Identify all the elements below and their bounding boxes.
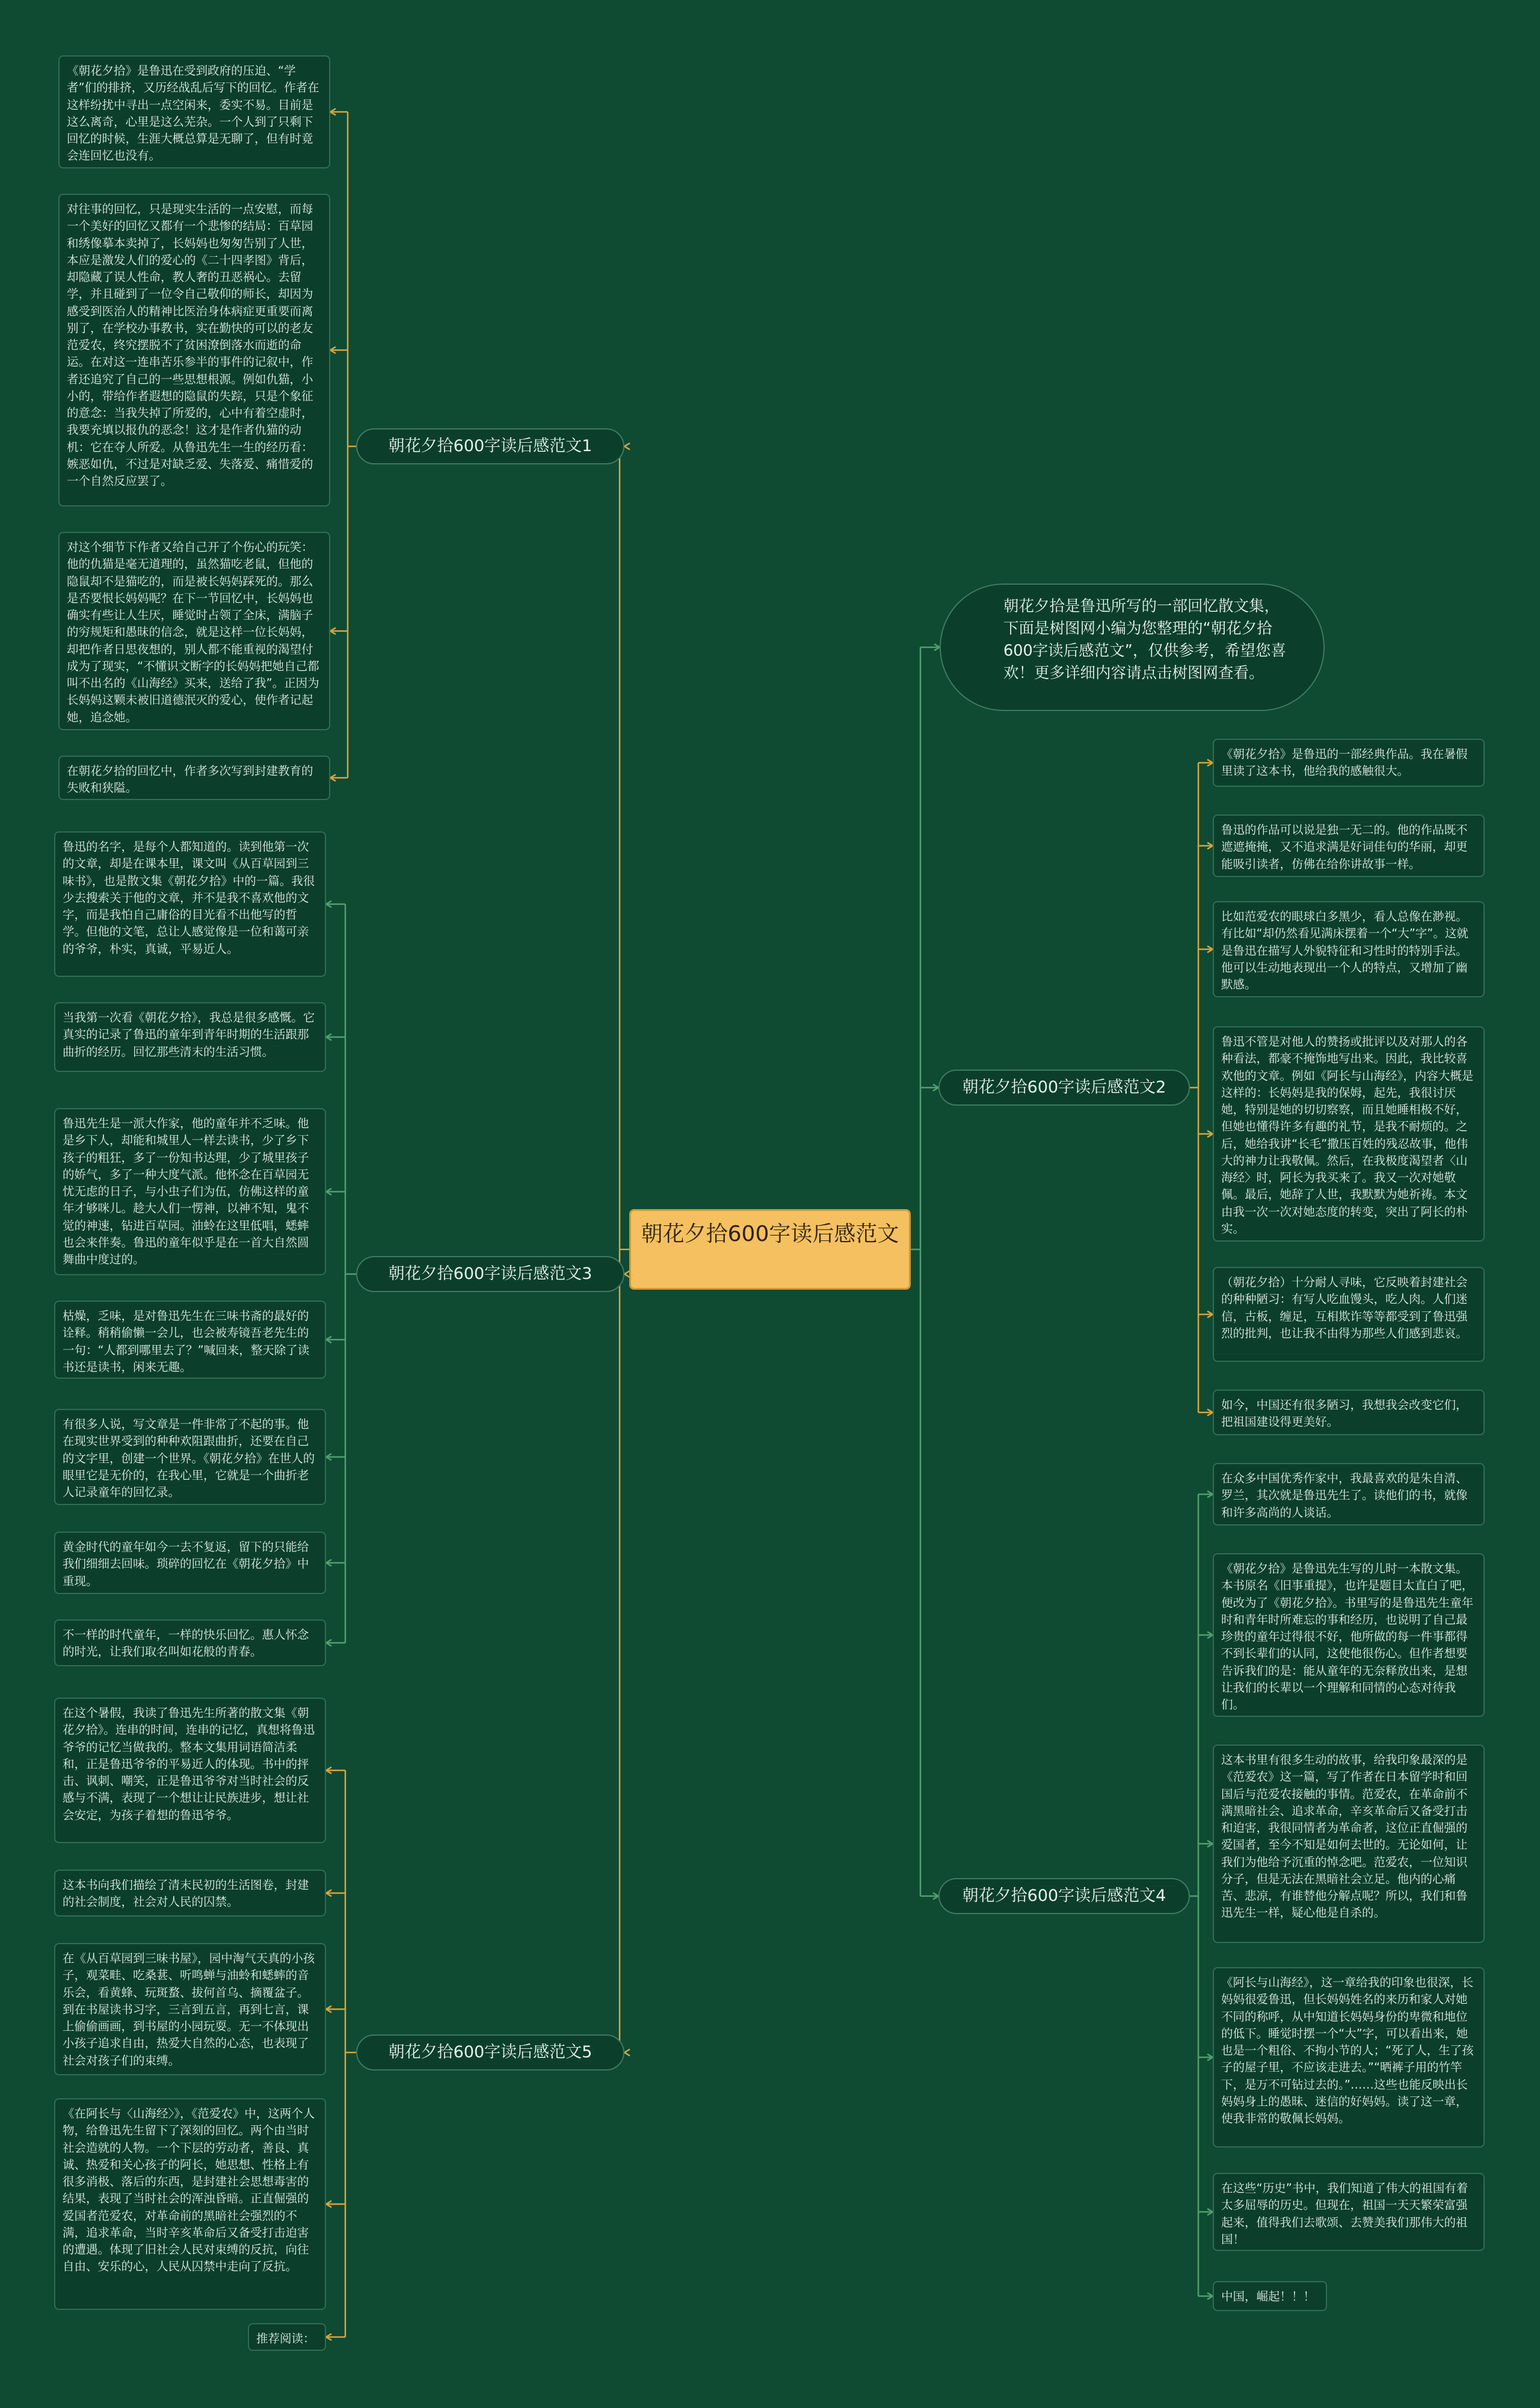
- leaf-note[interactable]: 不一样的时代童年，一样的快乐回忆。惠人怀念的时光，让我们取名叫如花般的青春。: [54, 1619, 326, 1666]
- branch-fanwen-2[interactable]: 朝花夕拾600字读后感范文2: [938, 1070, 1190, 1106]
- arrowhead: [933, 1893, 938, 1900]
- arrowhead: [330, 775, 336, 781]
- leaf-note[interactable]: 《在阿长与〈山海经〉》，《范爱农》中，这两个人物，给鲁迅先生留下了深刻的回忆。两个由当时社会造就的人物。一个下层的劳动者，善良、真诚、热爱和关心孩子的阿长，她思想、性格上有很多消极、落后的东西，是封建社会思想毒害的结果，表现了当时社会的浑浊昏暗。正直倔强的爱国者范爱农，对革命前的黑暗社会强烈的不满，追求革命，当时辛亥革命后又备受打击迫害的遭遇。体现了旧社会人民对束缚的反抗，向往自由、安乐的心，人民从囚禁中走向了反抗。: [54, 2098, 326, 2310]
- arrowhead: [1207, 1311, 1213, 1318]
- center-topic[interactable]: 朝花夕拾600字读后感范文: [629, 1209, 911, 1290]
- leaf-note[interactable]: 在《从百草园到三味书屋》，园中淘气天真的小孩子，观菜畦、吃桑葚、听鸣蝉与油蛉和蟋蟀的音乐会，看黄蜂、玩斑蝥、拔何首乌、摘覆盆子。到在书屋读书习字，三言到五言，再到七言，课上偷偷画画，到书屋的小园玩耍。无一不体现出小孩子追求自由，热爱大自然的心态，也表现了社会对孩子们的束缚。: [54, 1943, 326, 2075]
- leaf-note[interactable]: 《朝花夕拾》是鲁迅在受到政府的压迫、“学者”们的排挤，又历经战乱后写下的回忆。作者在这样纷扰中寻出一点空闲来，委实不易。目前是这么离奇，心里是这么芜杂。一个人到了只剩下回忆的时候，生涯大概总算是无聊了，但有时竟会连回忆也没有。: [58, 55, 330, 168]
- arrowhead: [330, 109, 336, 115]
- leaf-note[interactable]: 在这些“历史”书中，我们知道了伟大的祖国有着太多屈辱的历史。但现在，祖国一天天繁荣富强起来，值得我们去歌颂、去赞美我们那伟大的祖国！: [1213, 2173, 1485, 2251]
- arrowhead: [326, 1767, 331, 1774]
- leaf-note[interactable]: 《朝花夕拾》是鲁迅先生写的儿时一本散文集。本书原名《旧事重提》，也许是题目太直白了吧，便改为了《朝花夕拾》。书里写的是鲁迅先生童年时和青年时所难忘的事和经历，也说明了自己最珍贵的童年过得很不好，他所做的每一件事都得不到长辈们的认同，这使他很伤心。但作者想要告诉我们的是：能从童年的无奈释放出来，是想让我们的长辈以一个理解和同情的心态对待我们。: [1213, 1553, 1485, 1717]
- leaf-note[interactable]: 鲁迅不管是对他人的赞扬或批评以及对那人的各种看法，都豪不掩饰地写出来。因此，我比较喜欢他的文章。例如《阿长与山海经》，内容大概是这样的：长妈妈是我的保姆，起先，我很讨厌她，特别是她的切切察察，而且她睡相极不好，但她也懂得许多有趣的礼节，是我不耐烦的。之后，她给我讲“长毛”撒压百姓的残忍故事，他伟大的神力让我敬佩。然后，在我极度渴望者〈山海经〉时，阿长为我买来了。我又一次对她敬佩。最后，她辞了人世，我默默为她祈祷。本文由我一次一次对她态度的转变，突出了阿长的朴实。: [1213, 1026, 1485, 1242]
- leaf-note[interactable]: 在众多中国优秀作家中，我最喜欢的是朱自清、罗兰，其次就是鲁迅先生了。读他们的书，就像和许多高尚的人谈话。: [1213, 1463, 1485, 1526]
- arrowhead: [624, 2049, 630, 2056]
- arrowhead: [1207, 2209, 1213, 2216]
- arrowhead: [330, 628, 336, 635]
- arrowhead: [1207, 946, 1213, 953]
- arrowhead: [1207, 1632, 1213, 1639]
- arrowhead: [326, 2006, 331, 2013]
- arrowhead: [1207, 1131, 1213, 1138]
- branch-fanwen-4[interactable]: 朝花夕拾600字读后感范文4: [938, 1878, 1190, 1914]
- arrowhead: [326, 1560, 331, 1566]
- arrowhead: [1207, 760, 1213, 766]
- arrowhead: [933, 1085, 938, 1091]
- arrowhead: [1207, 2054, 1213, 2061]
- leaf-note[interactable]: 对这个细节下作者又给自己开了个伤心的玩笑：他的仇猫是毫无道理的，虽然猫吃老鼠，但他的隐鼠却不是猫吃的，而是被长妈妈踩死的。那么是否要恨长妈妈呢？在下一节回忆中，长妈妈也确实有些让人生厌，睡觉时占领了全床，满脑子的穷规矩和愚昧的信念，就是这样一位长妈妈，却把作者日思夜想的，别人都不能重视的渴望付成为了现实，“不懂识文断字的长妈妈把她自己都叫不出名的《山海经》买来，送给了我”。正因为长妈妈这颗未被旧道德泯灭的爱心，使作者记起她，追念她。: [58, 532, 330, 730]
- arrowhead: [326, 1454, 331, 1461]
- arrowhead: [326, 1640, 331, 1646]
- arrowhead: [326, 2201, 331, 2208]
- branch-fanwen-5[interactable]: 朝花夕拾600字读后感范文5: [356, 2034, 624, 2071]
- arrowhead: [1207, 1491, 1213, 1498]
- leaf-note[interactable]: （朝花夕拾）十分耐人寻味，它反映着封建社会的种种陋习：有写人吃血馒头，吃人肉。人们迷信，古板，缠足，互相欺诈等等都受到了鲁迅强烈的批判，也让我不由得为那些人们感到悲哀。: [1213, 1267, 1485, 1362]
- branch-fanwen-1[interactable]: 朝花夕拾600字读后感范文1: [356, 428, 624, 464]
- leaf-note[interactable]: 有很多人说，写文章是一件非常了不起的事。他在现实世界受到的种种欢阻跟曲折，还要在自己的文字里，创建一个世界。《朝花夕拾》在世人的眼里它是无价的，在我心里，它就是一个曲折老人记录童年的回忆录。: [54, 1409, 326, 1505]
- leaf-note[interactable]: 《朝花夕拾》是鲁迅的一部经典作品。我在暑假里读了这本书，他给我的感触很大。: [1213, 739, 1485, 787]
- leaf-note[interactable]: 中国，崛起！！！: [1213, 2281, 1327, 2311]
- leaf-note[interactable]: 比如范爱农的眼球白多黑少，看人总像在渺视。有比如“却仍然看见满床摆着一个“大”字”。这就是鲁迅在描写人外貌特征和习性时的特别手法。他可以生动地表现出一个人的特点，又增加了幽默感。: [1213, 901, 1485, 997]
- leaf-note[interactable]: 在朝花夕拾的回忆中，作者多次写到封建教育的失败和狭隘。: [58, 756, 330, 800]
- leaf-note[interactable]: 《阿长与山海经》，这一章给我的印象也很深，长妈妈很爱鲁迅，但长妈妈姓名的来历和家人对她不同的称呼，从中知道长妈妈身份的卑微和地位的低下。睡觉时摆一个“大”字，可以看出来，她也是一个粗俗、不拘小节的人；“死了人，生了孩子的屋子里，不应该走进去。”“晒裤子用的竹竿下，是万不可钻过去的。”……这些也能反映出长妈妈身上的愚昧、迷信的好妈妈。读了这一章，使我非常的敬佩长妈妈。: [1213, 1967, 1485, 2148]
- leaf-note[interactable]: 这本书向我们描绘了清末民初的生活图卷，封建的社会制度，社会对人民的囚禁。: [54, 1870, 326, 1917]
- branch-fanwen-3[interactable]: 朝花夕拾600字读后感范文3: [356, 1256, 624, 1292]
- arrowhead: [934, 644, 940, 651]
- leaf-note[interactable]: 鲁迅先生是一派大作家，他的童年并不乏味。他是乡下人，却能和城里人一样去读书，少了乡下孩子的粗狂，多了一份知书达理，少了城里孩子的娇气，多了一种大度气派。他怀念在百草园无忧无虑的日子，与小虫子们为伍，仿佛这样的童年才够咪儿。趁大人们一愣神，以神不知，鬼不觉的神速，钻进百草园。油蛉在这里低唱，蟋蟀也会来伴奏。鲁迅的童年似乎是在一首大自然圆舞曲中度过的。: [54, 1108, 326, 1275]
- leaf-recommended-reading[interactable]: 推荐阅读：: [248, 2323, 326, 2351]
- leaf-note[interactable]: 当我第一次看《朝花夕拾》，我总是很多感慨。它真实的记录了鲁迅的童年到青年时期的生活跟那曲折的经历。回忆那些清末的生活习惯。: [54, 1002, 326, 1072]
- leaf-note[interactable]: 枯燥，乏味，是对鲁迅先生在三味书斋的最好的诠释。稍稍偷懒一会儿，也会被寿镜吾老先生的一句：“人都到哪里去了？”喊回来，整天除了读书还是读书，闲来无趣。: [54, 1301, 326, 1379]
- leaf-note[interactable]: 鲁迅的作品可以说是独一无二的。他的作品既不遮遮掩掩，又不追求满是好词佳句的华丽，却更能吸引读者，仿佛在给你讲故事一样。: [1213, 814, 1485, 877]
- leaf-note[interactable]: 黄金时代的童年如今一去不复返，留下的只能给我们细细去回味。琐碎的回忆在《朝花夕拾》中重现。: [54, 1532, 326, 1594]
- leaf-note[interactable]: 在这个暑假，我读了鲁迅先生所著的散文集《朝花夕拾》。连串的时间，连串的记忆，真想将鲁迅爷爷的记忆当做我的。整本文集用词语简洁柔和，正是鲁迅爷爷的平易近人的体现。书中的抨击、讽刺、嘲笑，正是鲁迅爷爷对当时社会的反感与不满，表现了一个想让让民族进步，想让社会安定，为孩子着想的鲁迅爷爷。: [54, 1698, 326, 1843]
- leaf-note[interactable]: 这本书里有很多生动的故事，给我印象最深的是《范爱农》这一篇，写了作者在日本留学时和回国后与范爱农接触的事情。范爱农，在革命前不满黑暗社会、追求革命，辛亥革命后又备受打击和迫害，我很同情者为革命者，这位正直倔强的爱国者，至今不知是如何去世的。无论如何，让我们为他给予沉重的悼念吧。范爱农，一位知识分子，但是无法在黑暗社会立足。他内的心痛苦、悲凉，有谁替他分解点呢？所以，我们和鲁迅先生一样，疑心他是自杀的。: [1213, 1744, 1485, 1943]
- arrowhead: [326, 2334, 331, 2341]
- intro-node[interactable]: 朝花夕拾是鲁迅所写的一部回忆散文集，下面是树图网小编为您整理的“朝花夕拾600字读后感范文”，仅供参考，希望您喜欢！更多详细内容请点击树图网查看。: [940, 584, 1325, 711]
- arrowhead: [326, 1890, 331, 1897]
- arrowhead: [326, 901, 331, 908]
- leaf-note[interactable]: 对往事的回忆，只是现实生活的一点安慰，而每一个美好的回忆又都有一个悲惨的结局：百草园和绣像摹本卖掉了，长妈妈也匆匆告别了人世，本应是激发人们的爱心的《二十四孝图》背后，却隐藏了误人性命，教人奢的丑恶祸心。去留学，并且碰到了一位令自己敬仰的师长，却因为感受到医治人的精神比医治身体病症更重要而离别了，在学校办事教书，实在勤快的可以的老友范爱农，终究摆脱不了贫困潦倒落水而逝的命运。在对这一连串苦乐参半的事件的记叙中，作者还追究了自己的一些思想根源。例如仇猫，小小的，带给作者遐想的隐鼠的失踪，只是个象征的意念：当我失掉了所爱的，心中有着空虚时，我要充填以报仇的恶念！这才是作者仇猫的动机：它在夺人所爱。从鲁迅先生一生的经历看：嫉恶如仇，不过是对缺乏爱、失落爱、痛惜爱的一个自然反应罢了。: [58, 194, 330, 507]
- arrowhead: [1207, 1841, 1213, 1847]
- arrowhead: [1207, 2293, 1213, 2300]
- arrowhead: [330, 347, 336, 354]
- arrowhead: [326, 1337, 331, 1343]
- leaf-note[interactable]: 鲁迅的名字，是每个人都知道的。读到他第一次的文章，却是在课本里，课文叫《从百草园到三味书》，也是散文集《朝花夕拾》中的一篇。我很少去搜索关于他的文章，并不是我不喜欢他的文字，而是我怕自己庸俗的目光看不出他写的哲学。但他的文笔，总让人感觉像是一位和蔼可亲的爷爷，朴实，真诚，平易近人。: [54, 831, 326, 977]
- arrowhead: [1207, 843, 1213, 849]
- arrowhead: [1207, 1409, 1213, 1416]
- arrowhead: [326, 1189, 331, 1195]
- leaf-note[interactable]: 如今，中国还有很多陋习，我想我会改变它们，把祖国建设得更美好。: [1213, 1390, 1485, 1435]
- arrowhead: [326, 1034, 331, 1041]
- arrowhead: [624, 443, 630, 450]
